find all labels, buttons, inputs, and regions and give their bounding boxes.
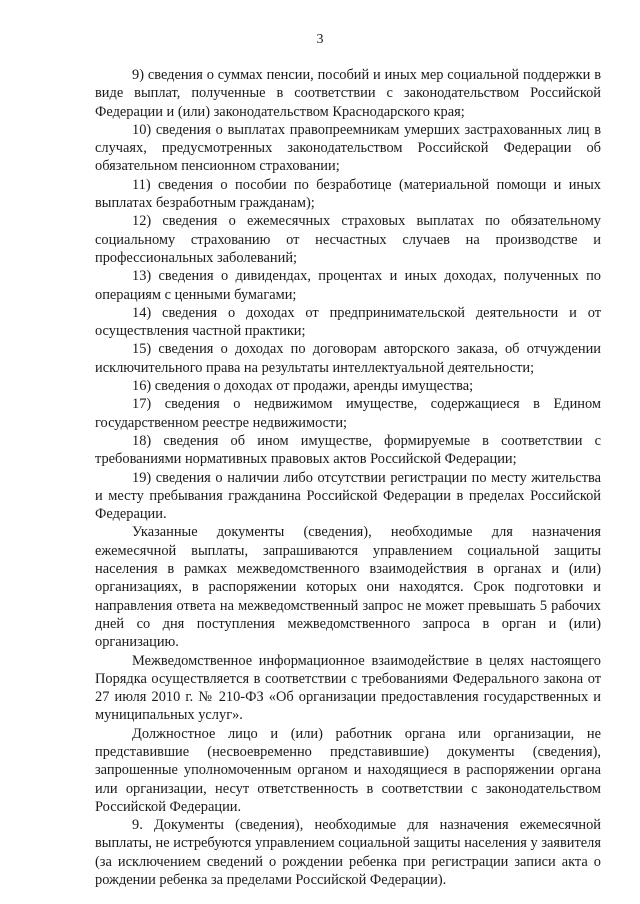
paragraph-item-16: 16) сведения о доходах от продажи, аренды имущества; [132,378,474,395]
paragraph-item-17: 17) сведения о недвижимом имуществе, содержащиеся в Едином государственном реестре недвижимости; [95,396,601,431]
paragraph-section-9: 9. Документы (сведения), необходимые для назначения ежемесячной выплаты, не истребуются управлением социальной защиты населения у заявителя (за исключением сведений о рождении ребенка при регистрации записи акта о рождении ребенка за пределами Российской Федерации). [95,817,601,889]
paragraph-item-12: 12) сведения о ежемесячных страховых выплатах по обязательному социальному страхованию от несчастных случаев на производстве и профессиональных заболеваний; [95,213,601,266]
paragraph-item-19: 19) сведения о наличии либо отсутствии регистрации по месту жительства и месту пребывания гражданина Российской Федерации в пределах Российской Федерации. [95,469,601,523]
paragraph-responsibility: Должностное лицо и (или) работник органа или организации, не представившие (несвоевременно представившие) документы (сведения), запрошенные уполномоченным органом и находящиеся в распоряжении органа или организации, несут ответственность в соответствии с законодательством Российской Федерации. [95,725,601,815]
paragraph-item-13: 13) сведения о дивидендах, процентах и иных доходах, полученных по операциям с ценными бумагами; [95,268,601,303]
document-body [95,66,601,889]
paragraph-item-15: 15) сведения о доходах по договорам авторского заказа, об отчуждении исключительного права на результаты интеллектуальной деятельности; [95,341,601,376]
paragraph-documents-requested: Указанные документы (сведения), необходимые для назначения ежемесячной выплаты, запрашиваются управлением социальной защиты населения в рамках межведомственного взаимодействия в органах и (или) организациях, в распоряжении которых они находятся. Срок подготовки и направления ответа на межведомственный запрос не может превышать 5 рабочих дней со дня поступления межведомственного запроса в орган и (или) организацию. [95,524,601,651]
paragraph-item-14: 14) сведения о доходах от предпринимательской деятельности и от осуществления частной практики; [95,304,601,340]
page-number: 3 [316,32,324,47]
paragraph-item-9: 9) сведения о суммах пенсии, пособий и иных мер социальной поддержки в виде выплат, полученные в соответствии с законодательством Российской Федерации и (или) законодательством Краснодарского края; [95,67,601,120]
paragraph-item-18: 18) сведения об ином имуществе, формируемые в соответствии с требованиями нормативных правовых актов Российской Федерации; [95,432,601,468]
paragraph-item-11: 11) сведения о пособии по безработице (материальной помощи и иных выплатах безработным гражданам); [95,176,601,212]
paragraph-item-10: 10) сведения о выплатах правопреемникам умерших застрахованных лиц в случаях, предусмотренных законодательством Российской Федерации об обязательном пенсионном страховании; [95,121,601,175]
paragraph-interagency-interaction: Межведомственное информационное взаимодействие в целях настоящего Порядка осуществляется в соответствии с требованиями Федерального закона от 27 июля 2010 г. № 210-ФЗ «Об организации предоставления государственных и муниципальных услуг». [95,652,601,724]
